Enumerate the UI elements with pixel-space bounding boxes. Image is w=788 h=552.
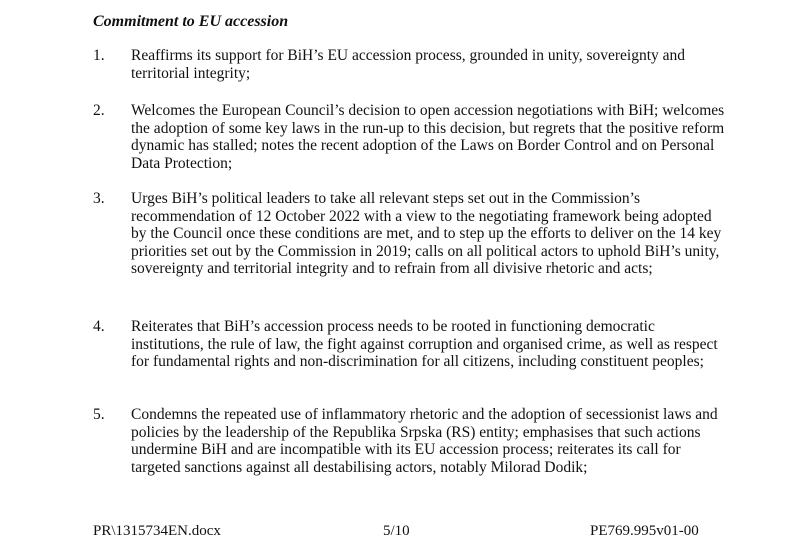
item-number: 1. <box>93 47 105 64</box>
item-number: 5. <box>93 406 105 423</box>
footer-doc-ref: PR\1315734EN.docx <box>93 523 221 539</box>
item-number: 2. <box>93 102 105 119</box>
item-text: Reiterates that BiH’s accession process needs to be rooted in functioning democratic institutions, the rule of law, the fight against corruption and organised crime, as well as respect for fundamental rights and non-discrimination for all citizens, including constituent peoples; <box>131 318 718 370</box>
item-number: 3. <box>93 190 105 207</box>
item-text: Reaffirms its support for BiH’s EU accession process, grounded in unity, sovereignty and territorial integrity; <box>131 47 686 82</box>
footer-pe-ref: PE769.995v01-00 <box>590 523 699 539</box>
item-text: Welcomes the European Council’s decision to open accession negotiations with BiH; welcomes the adoption of some key laws in the run-up to this decision, but regrets that the positive reform dynamic has stalled; notes the recent adoption of the Laws on Border Control and on Personal Data Protection; <box>131 102 725 172</box>
item-text: Condemns the repeated use of inflammatory rhetoric and the adoption of secessionist laws and policies by the leadership of the Republika Srpska (RS) entity; emphasises that such actions undermine BiH and are incompatible with its EU accession process; reiterates its call for targeted sanctions against all destabilising actors, notably Milorad Dodik; <box>131 406 718 476</box>
item-number: 4. <box>93 318 105 335</box>
footer-page-number: 5/10 <box>383 523 410 539</box>
item-text: Urges BiH’s political leaders to take all relevant steps set out in the Commission’s recommendation of 12 October 2022 with a view to the negotiating framework being adopted by the Council once these conditions are met, and to step up the efforts to deliver on the 14 key priorities set out by the Commission in 2019; calls on all political actors to uphold BiH’s unity, sovereignty and territorial integrity and to refrain from all divisive rhetoric and acts; <box>131 190 722 277</box>
section-heading: Commitment to EU accession <box>93 13 289 30</box>
